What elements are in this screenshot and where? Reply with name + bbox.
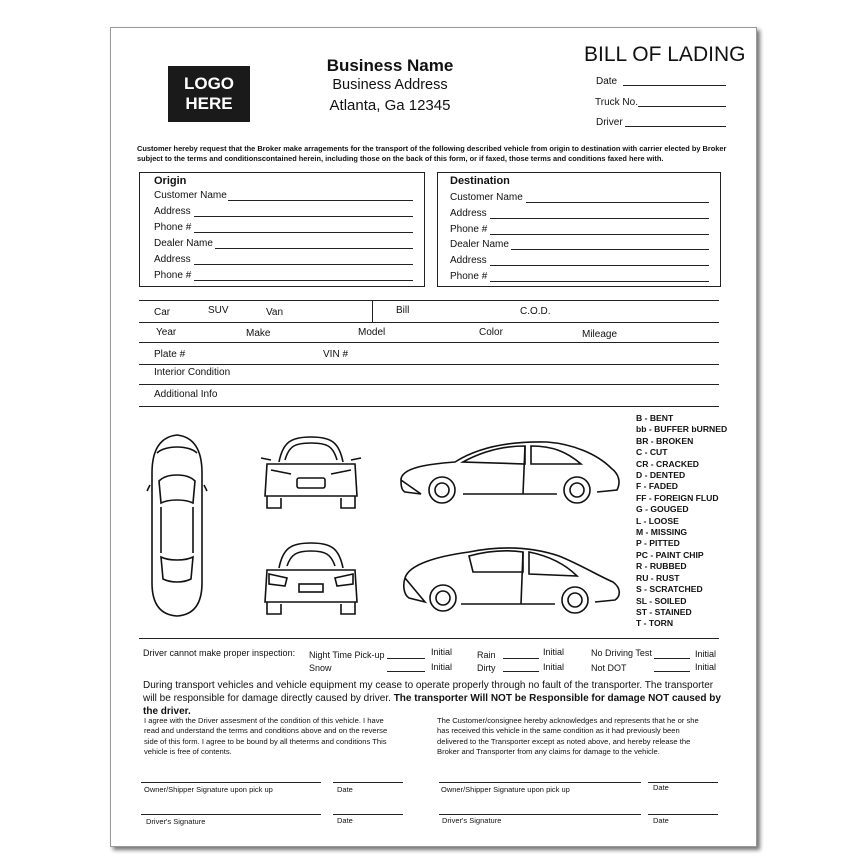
destination-dealer-label: Dealer Name [450,239,509,250]
vehicle-row-line-4 [139,384,719,385]
no-driving-label: No Driving Test [591,648,652,658]
vehicle-row-line-5 [139,406,719,407]
night-label: Night Time Pick-up [309,650,385,660]
inspection-label: Driver cannot make proper inspection: [143,648,296,658]
driver-signature-left-field[interactable] [141,814,321,815]
legend-item: M - MISSING [636,527,688,538]
truck-field[interactable] [638,106,726,107]
year-label: Year [156,327,177,338]
legend-item: P - PITTED [636,538,680,549]
document-title: BILL OF LADING [584,43,746,66]
destination-phone-field[interactable] [490,234,709,235]
mileage-label: Mileage [582,329,618,340]
vin-label: VIN # [323,349,349,360]
truck-label: Truck No. [595,97,638,108]
origin-customer-label: Customer Name [154,190,227,201]
notice-text: During transport vehicles and vehicle equipment my cease to operate properly through no fault of the transporter. The transporter will be responsible for damage directly caused by driver. [143,680,714,704]
origin-dealer-field[interactable] [215,248,413,249]
destination-dealer-phone-field[interactable] [490,281,709,282]
driver-signature-left-label: Driver's Signature [146,817,206,826]
legend-item: C - CUT [636,447,668,458]
snow-label: Snow [309,663,332,673]
consignee-signature-field[interactable] [439,782,641,783]
car-side-view-icon [397,438,623,508]
model-label: Model [358,327,386,338]
legend-item: L - LOOSE [636,515,679,526]
owner-signature-field[interactable] [141,782,321,783]
destination-customer-label: Customer Name [450,192,523,203]
origin-box [139,172,425,287]
cod-label: C.O.D. [520,306,551,317]
consignee-agreement: The Customer/consignee hereby acknowledges and represents that he or she has received this vehicle in the same condition as it had previously been delivered to the Transporter except as noted above, and hereby release the Broker and Transporter from any claims for damage to the vehicle. [437,716,699,756]
destination-phone-label: Phone # [450,224,488,235]
legend-item: SL - SOILED [636,595,687,606]
logo-text: LOGO HERE [183,74,235,113]
destination-customer-field[interactable] [526,202,709,203]
origin-dealer-address-field[interactable] [194,264,413,265]
destination-address-field[interactable] [490,218,709,219]
van-label: Van [266,307,284,318]
rain-initial-field[interactable] [503,658,539,659]
destination-box [437,172,721,287]
bill-of-lading-sheet [110,27,757,847]
destination-dealer-address-label: Address [450,255,487,266]
shipper-agreement: I agree with the Driver assesment of the condition of this vehicle. I have read and understand the terms and conditions above and on the reverse side of this form. I agree to be bound by all theterms and conditions This vehicle is free of contents. [144,716,388,756]
business-name: Business Name [326,56,454,75]
additional-label: Additional Info [154,389,218,400]
legend-item: G - GOUGED [636,504,689,515]
origin-phone-label: Phone # [154,222,192,233]
legend-item: D - DENTED [636,470,686,481]
driver-date-right-field[interactable] [648,814,718,815]
transport-notice [143,679,723,718]
destination-title: Destination [450,175,510,187]
legend-item: R - RUBBED [636,561,687,572]
not-dot-label: Not DOT [591,663,627,673]
car-side-angle-view-icon [399,542,625,616]
driver-date-right-label: Date [653,816,669,825]
origin-dealer-label: Dealer Name [154,238,213,249]
consignee-date-label: Date [653,783,669,792]
legend-item: B - BENT [636,413,674,423]
snow-initial-field[interactable] [387,671,425,672]
business-address: Business Address [332,77,448,93]
bill-label: Bill [396,305,410,316]
car-rear-view-icon [261,540,361,618]
inspection-top-line [139,638,719,639]
suv-label: SUV [208,305,229,316]
interior-label: Interior Condition [154,367,231,378]
dirty-initial-field[interactable] [503,671,539,672]
intro-text: Customer hereby request that the Broker make arragements for the transport of the following described vehicle from origin to destination with carrier elected by Broker subject to the terms and conditionscontained herein, including those on the back of this form, or if faxed, those terms and conditions faxed here with. [137,144,727,163]
logo-placeholder [168,66,250,122]
owner-date-field[interactable] [333,782,403,783]
driver-field[interactable] [625,126,726,127]
legend-item: F - FADED [636,481,679,492]
snow-initial-label: Initial [431,662,453,672]
dirty-initial-label: Initial [543,662,565,672]
plate-label: Plate # [154,349,186,360]
notice-bold-text: The transporter Will NOT be Responsible for damage NOT caused by the driver. [143,693,721,717]
origin-dealer-phone-field[interactable] [194,280,413,281]
vehicle-row-line-3 [139,364,719,365]
origin-title: Origin [154,175,187,187]
destination-address-label: Address [450,208,487,219]
destination-dealer-field[interactable] [511,249,709,250]
driver-label: Driver [596,117,623,128]
driver-signature-right-label: Driver's Signature [442,816,502,825]
car-front-view-icon [261,434,361,512]
legend-item: T - TORN [636,618,674,629]
owner-date-label: Date [337,785,353,794]
origin-address-field[interactable] [194,216,413,217]
date-label: Date [596,76,618,87]
origin-customer-field[interactable] [228,200,413,201]
legend-item: ST - STAINED [636,606,692,617]
origin-dealer-address-label: Address [154,254,191,265]
rain-label: Rain [477,650,496,660]
driver-signature-right-field[interactable] [439,814,641,815]
legend-item: FF - FOREIGN FLUD [636,492,719,503]
vehicle-table-divider [372,301,373,323]
legend-item: BR - BROKEN [636,435,694,446]
vehicle-row-line-2 [139,342,719,343]
destination-dealer-address-field[interactable] [490,265,709,266]
not-dot-initial-field[interactable] [654,671,690,672]
vehicle-row-line-1 [139,322,719,323]
dirty-label: Dirty [477,663,496,673]
not-dot-initial-label: Initial [695,662,717,672]
owner-signature-label: Owner/Shipper Signature upon pick up [144,785,273,794]
rain-initial-label: Initial [543,647,565,657]
legend-item: PC - PAINT CHIP [636,549,704,560]
destination-dealer-phone-label: Phone # [450,271,488,282]
damage-legend [636,413,727,630]
no-driving-initial-label: Initial [695,649,717,659]
color-label: Color [479,327,503,338]
legend-item: S - SCRATCHED [636,584,703,595]
date-field[interactable] [623,85,726,86]
car-label: Car [154,307,171,318]
make-label: Make [246,328,271,339]
origin-address-label: Address [154,206,191,217]
driver-date-left-label: Date [337,816,353,825]
no-driving-initial-field[interactable] [654,658,690,659]
driver-date-left-field[interactable] [333,814,403,815]
business-city: Atlanta, Ga 12345 [329,97,451,114]
legend-item: CR - CRACKED [636,458,700,469]
origin-dealer-phone-label: Phone # [154,270,192,281]
night-initial-label: Initial [431,647,453,657]
origin-phone-field[interactable] [194,232,413,233]
legend-item: bb - BUFFER bURNED [636,424,728,435]
legend-item: RU - RUST [636,572,680,583]
consignee-signature-label: Owner/Shipper Signature upon pick up [441,785,570,794]
car-top-view-icon [147,433,207,618]
vehicle-table-top [139,300,719,301]
night-initial-field[interactable] [387,658,425,659]
